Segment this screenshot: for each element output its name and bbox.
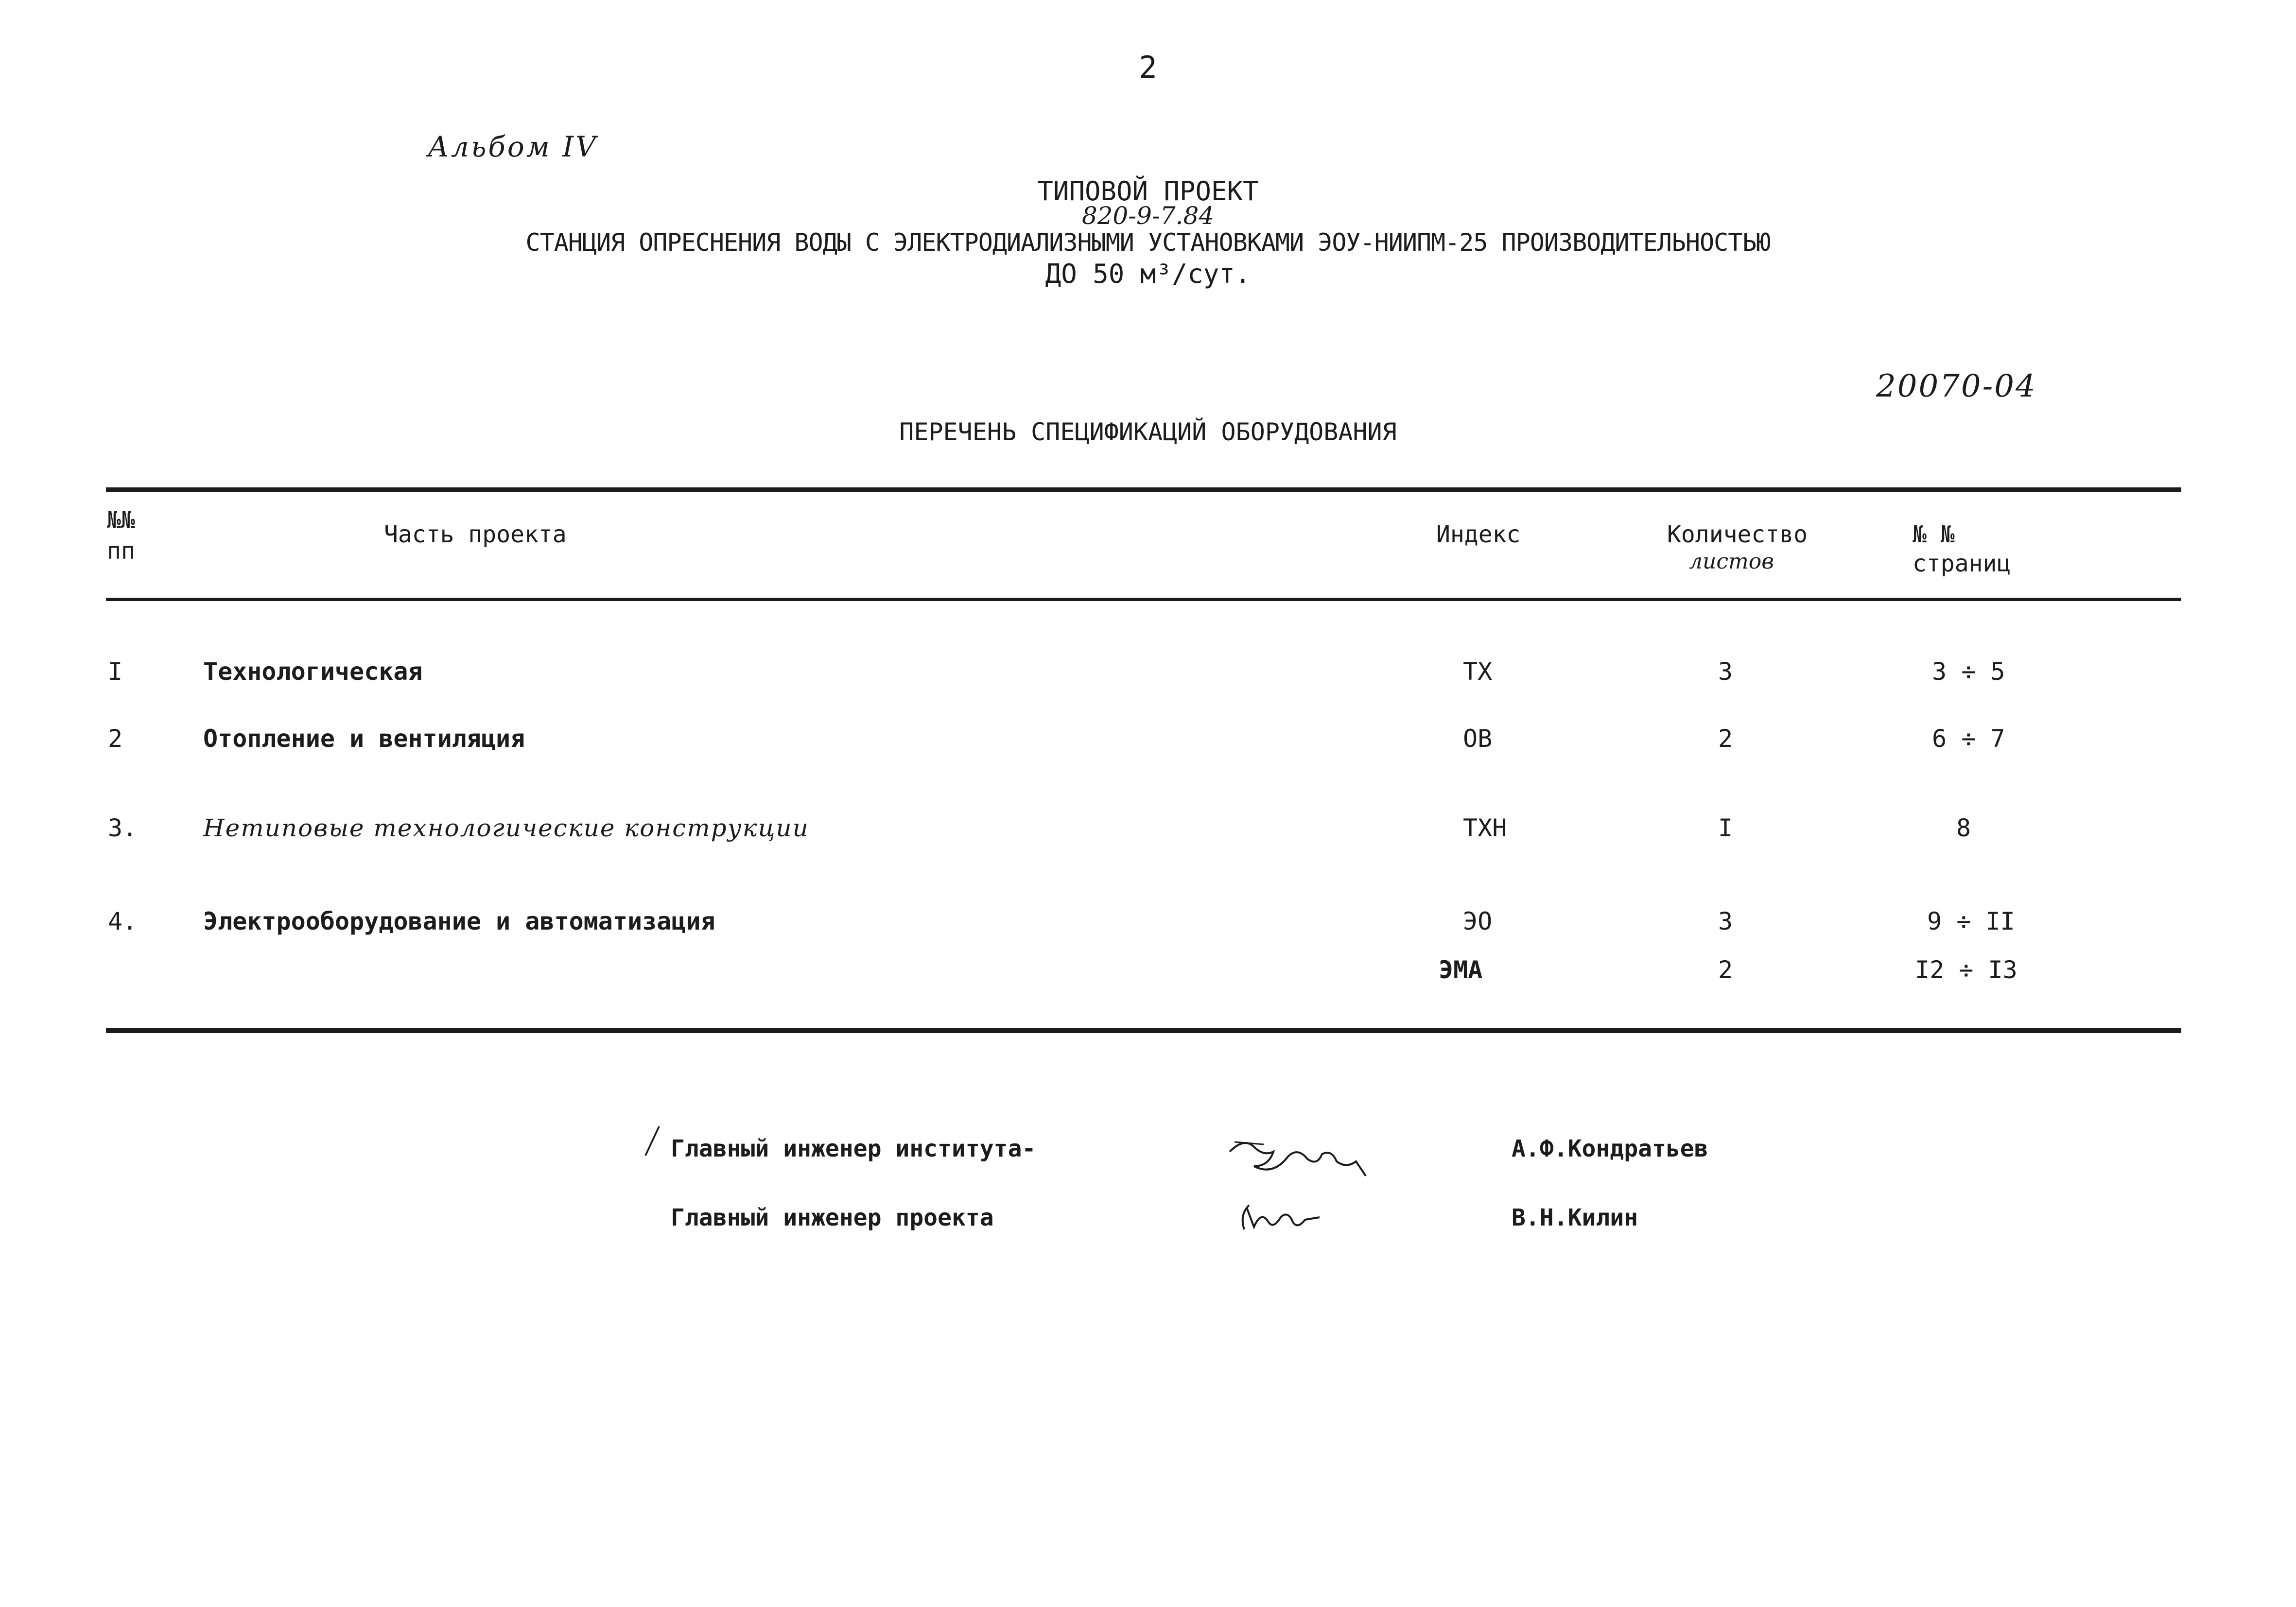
row-sheets: 3 [1718, 657, 1733, 686]
handwritten-signature-icon [1225, 1132, 1371, 1186]
column-header-pages-no: № № [1913, 521, 1955, 548]
row-number: 2 [108, 725, 123, 753]
row-index: ОВ [1463, 725, 1493, 753]
project-code: 820-9-7.84 [1081, 202, 1215, 230]
capacity-line: ДО 50 м³/сут. [1045, 259, 1251, 289]
column-header-index: Индекс [1436, 521, 1521, 548]
column-header-part: Часть проекта [384, 521, 567, 548]
signature-role: Главный инженер проекта [671, 1204, 994, 1231]
handwritten-signature-icon [1235, 1195, 1332, 1239]
row-part: Отопление и вентиляция [203, 725, 525, 753]
row-pages: 3 ÷ 5 [1932, 657, 2005, 686]
column-header-number [107, 504, 135, 567]
column-header-number-line1: №№ [107, 506, 135, 534]
row-number: 4. [108, 907, 138, 935]
row-index: ТХ [1463, 657, 1493, 686]
table-bottom-rule [106, 1028, 2181, 1033]
row-number: I [108, 657, 123, 686]
row-sheets: 3 [1718, 907, 1733, 935]
row-sheets: 2 [1718, 725, 1733, 753]
row-index: ЭО [1463, 907, 1493, 935]
row-sheets: 2 [1718, 956, 1733, 984]
column-header-sheets: Количество [1667, 521, 1808, 548]
row-index: ЭМА [1439, 956, 1483, 984]
page-number: 2 [1139, 50, 1157, 85]
signature-name: В.Н.Килин [1512, 1204, 1638, 1231]
row-pages: I2 ÷ I3 [1915, 956, 2018, 984]
row-part: Электрооборудование и автоматизация [203, 907, 715, 935]
table-top-rule [106, 487, 2181, 492]
row-sheets: I [1718, 814, 1733, 842]
list-title: ПЕРЕЧЕНЬ СПЕЦИФИКАЦИЙ ОБОРУДОВАНИЯ [899, 418, 1397, 446]
column-header-sheets-unit: листов [1689, 549, 1774, 574]
row-pages: 9 ÷ II [1927, 907, 2015, 935]
row-part: Нетиповые технологические конструкции [203, 814, 809, 842]
column-header-pages: страниц [1913, 550, 2011, 577]
row-pages: 6 ÷ 7 [1932, 725, 2005, 753]
signature-name: А.Ф.Кондратьев [1512, 1135, 1708, 1162]
signature-role: Главный инженер института- [671, 1135, 1036, 1162]
document-title: ТИПОВОЙ ПРОЕКТ [1037, 176, 1259, 207]
signature-tick [644, 1126, 675, 1156]
row-part: Технологическая [203, 657, 423, 686]
row-index: ТХН [1463, 814, 1507, 842]
column-header-number-line2: пп [107, 537, 135, 565]
album-label: Альбом IV [428, 130, 598, 163]
row-pages: 8 [1956, 814, 1971, 842]
row-number: 3. [108, 814, 138, 842]
table-header-rule [106, 598, 2181, 601]
document-subtitle: СТАНЦИЯ ОПРЕСНЕНИЯ ВОДЫ С ЭЛЕКТРОДИАЛИЗНЫМИ УСТАНОВКАМИ ЭОУ-НИИПМ-25 ПРОИЗВОДИТЕЛЬНОСТЬЮ [525, 228, 1771, 257]
document-number: 20070-04 [1876, 368, 2037, 404]
